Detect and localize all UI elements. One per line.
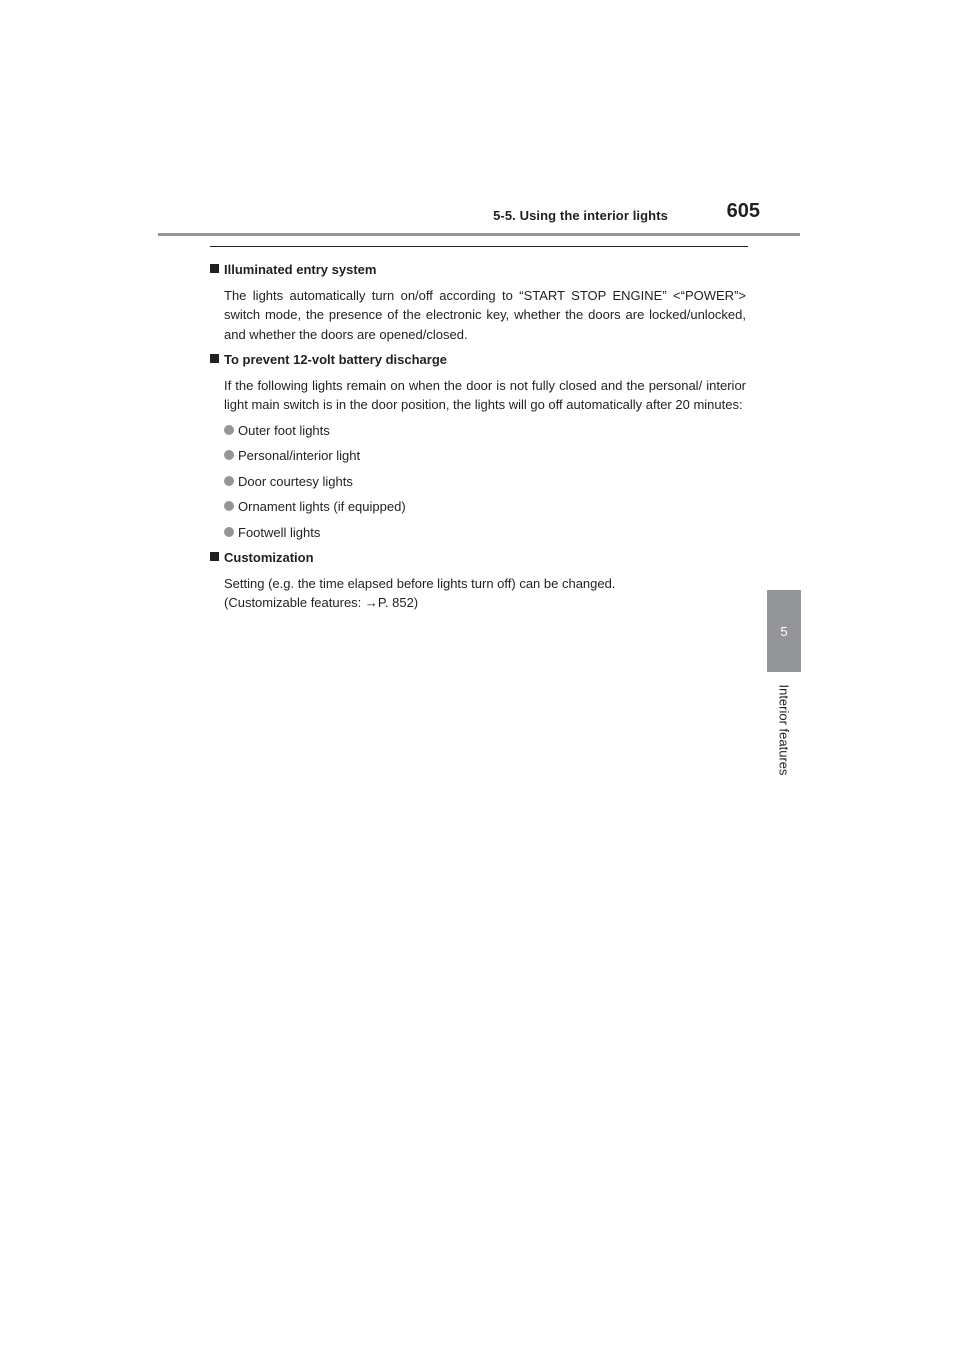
header-title: 5-5. Using the interior lights — [493, 208, 668, 223]
list-item — [224, 523, 746, 543]
square-bullet-icon — [210, 354, 219, 363]
list-item-text: Ornament lights (if equipped) — [238, 499, 406, 514]
list-item — [224, 446, 746, 466]
content-top-rule — [210, 246, 748, 247]
list-item-text: Outer foot lights — [238, 422, 330, 438]
section-customization-heading — [210, 548, 746, 568]
page-number: 605 — [726, 200, 760, 222]
circle-bullet-icon — [224, 425, 234, 435]
section-title: Illuminated entry system — [224, 262, 377, 277]
square-bullet-icon — [210, 552, 219, 561]
header-rule — [158, 233, 800, 236]
chapter-label: Interior features — [776, 684, 792, 776]
circle-bullet-icon — [224, 501, 234, 511]
list-item — [224, 497, 746, 517]
chapter-tab — [767, 590, 801, 672]
list-item-text: Footwell lights — [238, 524, 321, 540]
content — [210, 260, 746, 619]
section-battery-heading — [210, 350, 746, 370]
list-item-text: Door courtesy lights — [238, 473, 353, 489]
section-illuminated-heading — [210, 260, 746, 280]
list-item — [224, 472, 746, 492]
section-title: Customization — [224, 550, 314, 565]
circle-bullet-icon — [224, 450, 234, 460]
customization-reference: (Customizable features: →P. 852) — [224, 595, 419, 610]
list-item-text: Personal/interior light — [238, 448, 361, 463]
customization-line: Setting (e.g. the time elapsed before lights turn off) can be changed. — [224, 575, 616, 591]
circle-bullet-icon — [224, 476, 234, 486]
section-customization-body — [224, 574, 746, 613]
list-item — [224, 421, 746, 441]
section-battery-body: If the following lights remain on when the door is not fully closed and the personal/ interior light main switch is in the door position, the lights will go off automatically after 20 minutes: — [224, 377, 746, 412]
section-illuminated-body: The lights automatically turn on/off according to “START STOP ENGINE” <“POWER”> switch mode, the presence of the electronic key, whether the doors are locked/unlocked, and whether the doors are opened/closed. — [224, 287, 746, 342]
square-bullet-icon — [210, 264, 219, 273]
chapter-number: 5 — [780, 623, 788, 639]
section-title: To prevent 12-volt battery discharge — [224, 352, 447, 367]
circle-bullet-icon — [224, 527, 234, 537]
